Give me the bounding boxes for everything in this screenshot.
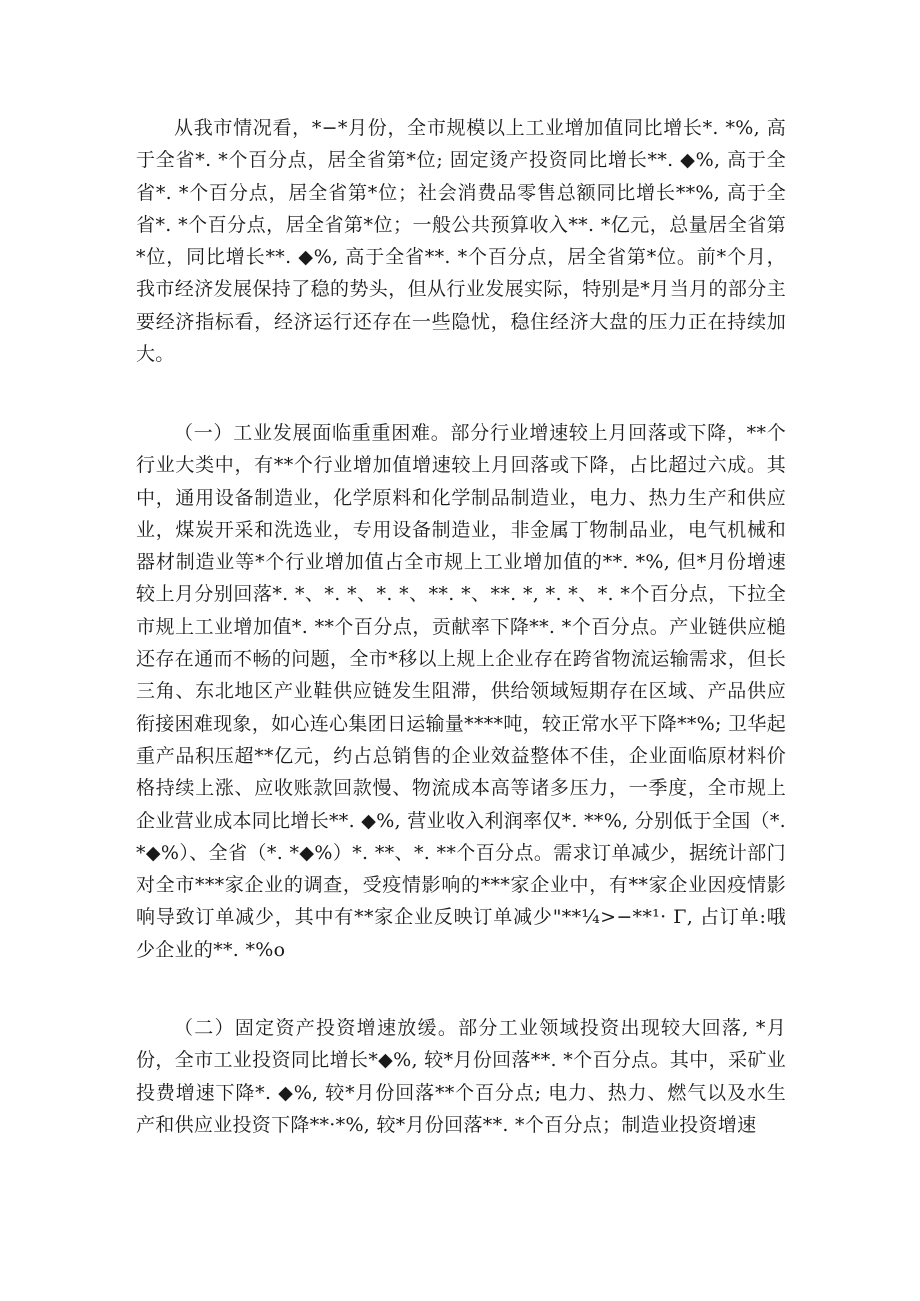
paragraph-fixed-asset-investment: （二）固定资产投资增速放缓。部分工业领域投资出现较大回落, *月份，全市工业投资同比增长*◆%, 较*月份回落**. *个百分点。其中，采矿业投费增速下降*. ◆%, 较*月份回落**个百分点; 电力、热力、燃气以及水生产和供应业投资下降**·*%, 较*月份回落**. *个百分点；制造业投资增速 [136, 1017, 786, 1136]
paragraph-industrial-difficulties: （一）工业发展面临重重困难。部分行业增速较上月回落或下降，**个行业大类中，有**个行业增加值增速较上月回落或下降，占比超过六成。其中，通用设备制造业，化学原料和化学制品制造业，电力、热力生产和供应业，煤炭开采和洗选业，专用设备制造业，非金属丁物制品业，电气机械和器材制造业等*个行业增加值占全市规上工业增加值的**. *%, 但*月份增速较上月分别回落*. *、*. *、*. *、**. *、**. *, *. *、*. *个百分点，下拉全市规上工业增加值*. **个百分点，贡献率下降**. *个百分点。产业链供应槌还存在通而不畅的问题，全市*移以上规上企业存在跨省物流运输需求，但长三角、东北地区产业鞋供应链发生阻滞，供给领域短期存在区域、产品供应衔接困难现象，如心连心集团日运输量****吨，较正常水平下降**%; 卫华起重产品积压超**亿元，约占总销售的企业效益整体不佳，企业面临原材料价格持续上涨、应收账款回款慢、物流成本高等诸多压力，一季度，全市规上企业营业成本同比增长**. ◆%, 营业收入利润率仅*. **%, 分别低于全国（*. *◆%）、全省（*. *◆%）*. **、*. **个百分点。需求订单减少，据统计部门对全市***家企业的调查，受疫情影响的***家企业中，有**家企业因疫情影响导致订单减少，其中有**家企业反映订单减少"**¼>−**¹· Γ, 占订单:哦少企业的**. *%o [136, 422, 786, 961]
paragraph-city-overview: 从我市情况看，*−*月份，全市规模以上工业增加值同比增长*. *%, 高于全省*. *个百分点，居全省第*位; 固定烫产投资同比增长**. ◆%, 高于全省*. *个百分点，居全省第*位；社会消费品零售总额同比增长**%, 高于全省*. *个百分点，居全省第*位；一般公共预算收入**. *亿元，总量居全省第*位，同比增长**. ◆%, 高于全省**. *个百分点，居全省第*位。前*个月，我市经济发展保持了稳的势头，但从行业发展实际，特别是*月当月的部分主要经济指标看，经济运行还存在一些隐忧，稳住经济大盘的压力正在持续加大。 [136, 117, 786, 366]
